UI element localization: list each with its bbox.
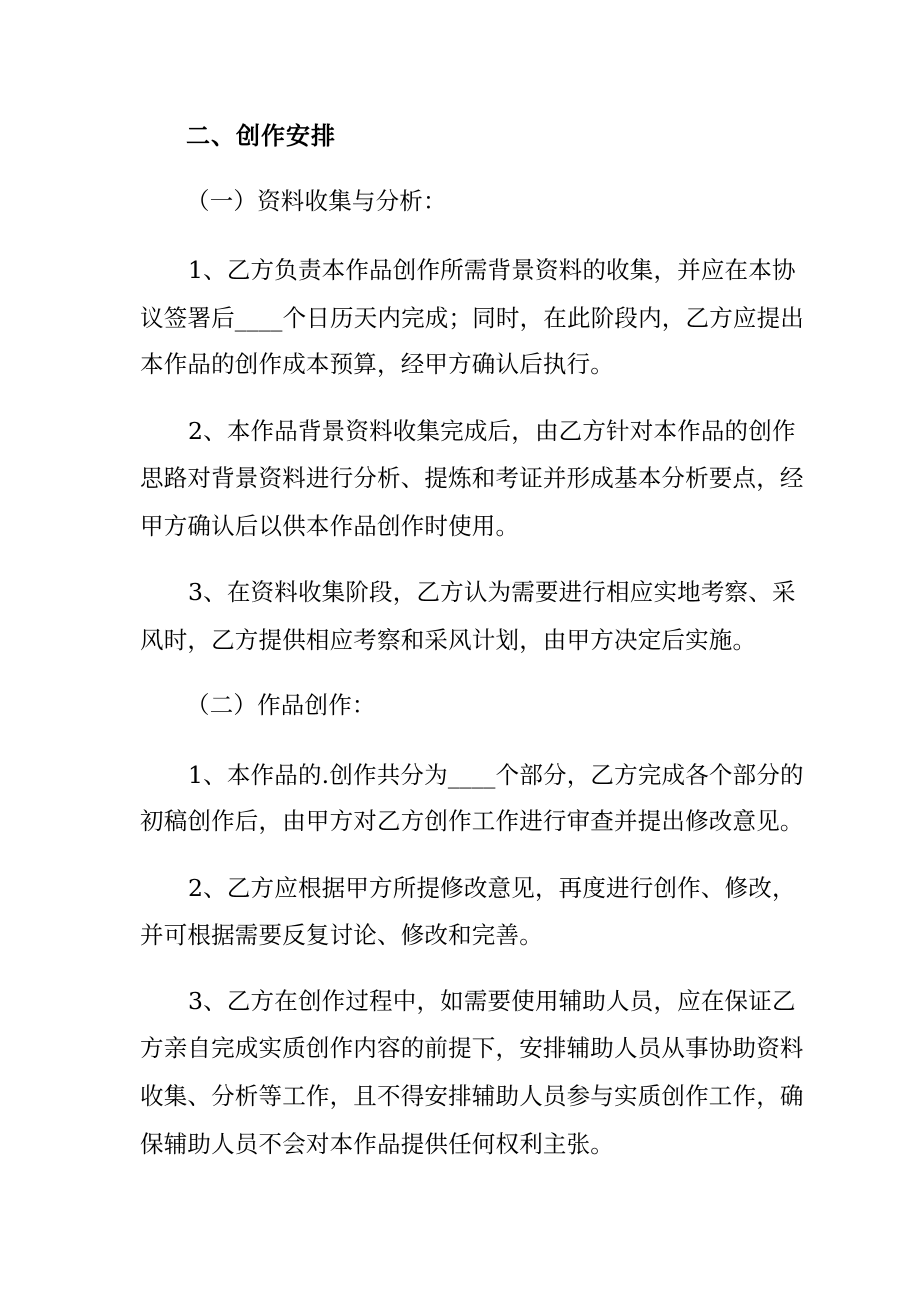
section-heading: 二、创作安排 <box>186 121 336 150</box>
paragraph-2-2-line-1: 2、乙方应根据甲方所提修改意见，再度进行创作、修改， <box>188 874 796 902</box>
paragraph-1-1-line-1: 1、乙方负责本作品创作所需背景资料的收集，并应在本协 <box>188 256 796 284</box>
paragraph-1-3-line-2: 风时，乙方提供相应考察和采风计划，由甲方决定后实施。 <box>140 626 757 654</box>
paragraph-2-1-line-1: 1、本作品的.创作共分为____个部分，乙方完成各个部分的 <box>188 761 804 789</box>
paragraph-2-1-line-2: 初稿创作后，由甲方对乙方创作工作进行审查并提出修改意见。 <box>140 807 804 835</box>
paragraph-1-3-line-1: 3、在资料收集阶段，乙方认为需要进行相应实地考察、采 <box>188 578 796 606</box>
paragraph-1-2-line-2: 思路对背景资料进行分析、提炼和考证并形成基本分析要点，经 <box>140 464 804 492</box>
paragraph-2-3-line-3: 收集、分析等工作，且不得安排辅助人员参与实质创作工作，确 <box>140 1082 804 1110</box>
paragraph-2-3-line-1: 3、乙方在创作过程中，如需要使用辅助人员，应在保证乙 <box>188 987 796 1015</box>
subheading-data-collection: （一）资料收集与分析： <box>186 187 447 215</box>
paragraph-2-3-line-4: 保辅助人员不会对本作品提供任何权利主张。 <box>140 1130 614 1158</box>
paragraph-1-2-line-3: 甲方确认后以供本作品创作时使用。 <box>140 512 520 540</box>
paragraph-1-1-line-3: 本作品的创作成本预算，经甲方确认后执行。 <box>140 350 614 378</box>
paragraph-2-2-line-2: 并可根据需要反复讨论、修改和完善。 <box>140 921 543 949</box>
subheading-work-creation: （二）作品创作： <box>186 691 376 719</box>
paragraph-1-1-line-2: 议签署后____个日历天内完成；同时，在此阶段内，乙方应提出 <box>140 304 804 332</box>
paragraph-2-3-line-2: 方亲自完成实质创作内容的前提下，安排辅助人员从事协助资料 <box>140 1034 804 1062</box>
paragraph-1-2-line-1: 2、本作品背景资料收集完成后，由乙方针对本作品的创作 <box>188 417 796 445</box>
